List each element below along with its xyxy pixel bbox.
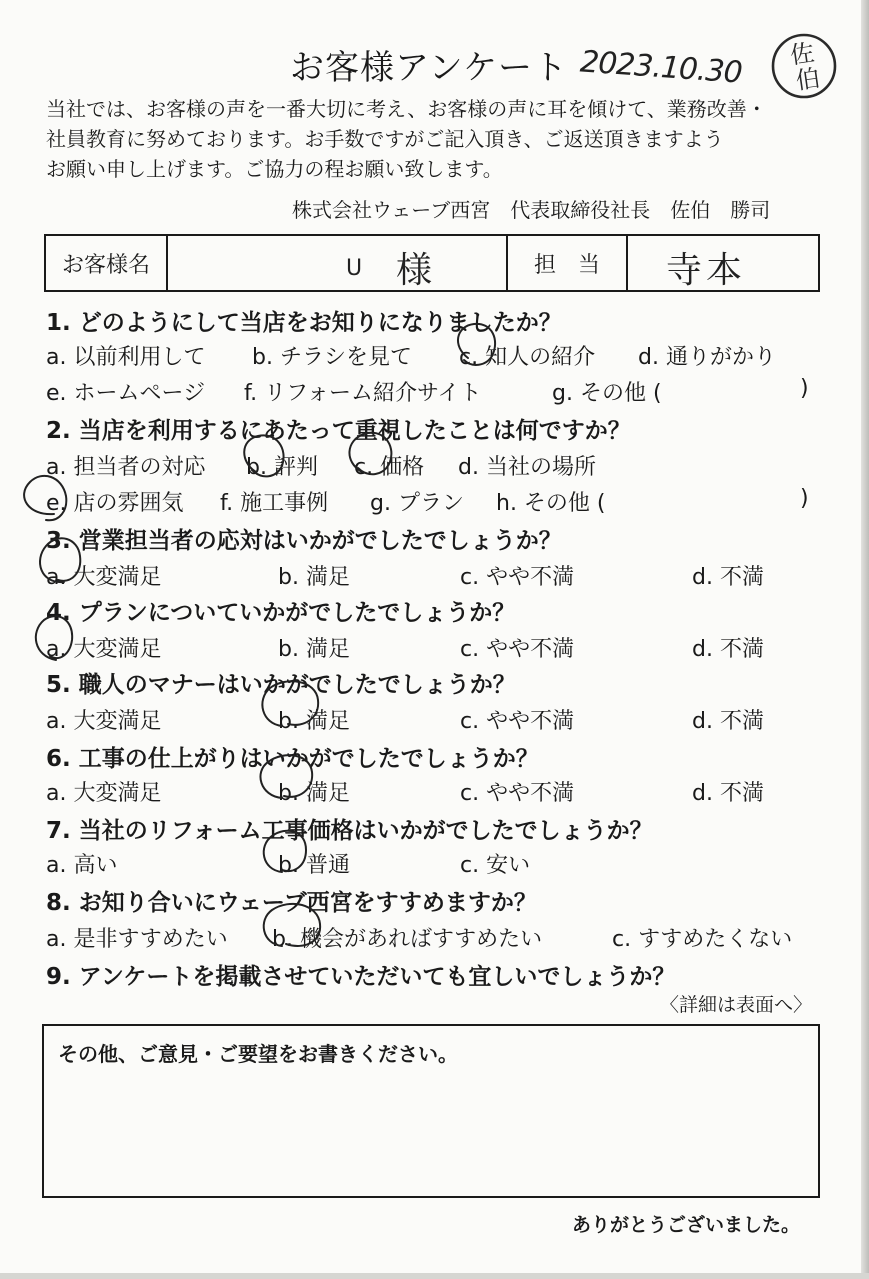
q3-option-a[interactable]: a. 大変満足 (46, 565, 162, 590)
comment-prompt: その他、ご意見・ご要望をお書きください。 (58, 1042, 458, 1066)
staff-label: 担 当 (533, 252, 600, 278)
q2-paren-close: ) (800, 486, 809, 511)
divider (166, 236, 168, 290)
q4-option-a[interactable]: a. 大変満足 (46, 637, 162, 662)
detail-note: 〈詳細は表面へ〉 (660, 994, 813, 1016)
q2-option-f[interactable]: f. 施工事例 (220, 491, 329, 516)
q3-option-c[interactable]: c. やや不満 (460, 565, 575, 590)
q1-option-a[interactable]: a. 以前利用して (46, 345, 206, 370)
q8-option-a[interactable]: a. 是非すすめたい (46, 927, 228, 952)
q5-option-c[interactable]: c. やや不満 (460, 709, 575, 734)
q1-option-g[interactable]: g. その他 ( (552, 381, 662, 406)
intro-line: 社員教育に努めております。お手数ですがご記入頂き、ご返送頂きますよう (46, 127, 724, 151)
question-5-title: 5. 職人のマナーはいかがでしたでしょうか？ (46, 672, 516, 698)
honorific: 様 (396, 250, 433, 291)
staff-value: 寺本 (666, 250, 747, 291)
intro-line: 当社では、お客様の声を一番大切に考え、お客様の声に耳を傾けて、業務改善・ (46, 97, 767, 121)
customer-name-value: U (346, 256, 363, 281)
q1-option-f[interactable]: f. リフォーム紹介サイト (244, 381, 482, 406)
q2-option-b[interactable]: b. 評判 (246, 455, 318, 480)
q4-option-c[interactable]: c. やや不満 (460, 637, 575, 662)
q1-paren-close: ) (800, 376, 809, 401)
question-9-title: 9. アンケートを掲載させていただいても宜しいでしょうか？ (46, 964, 676, 990)
q8-option-c[interactable]: c. すすめたくない (612, 927, 793, 952)
question-8-title: 8. お知り合いにウェーブ西宮をすすめますか？ (46, 890, 537, 916)
q3-option-d[interactable]: d. 不満 (692, 565, 764, 590)
intro-text (46, 94, 836, 184)
thanks-message: ありがとうございました。 (572, 1214, 801, 1236)
q5-option-d[interactable]: d. 不満 (692, 709, 764, 734)
q3-option-b[interactable]: b. 満足 (278, 565, 350, 590)
q6-option-c[interactable]: c. やや不満 (460, 781, 575, 806)
q7-option-a[interactable]: a. 高い (46, 853, 118, 878)
divider (626, 236, 628, 290)
q1-option-e[interactable]: e. ホームページ (46, 381, 206, 406)
handwritten-date: 2023.10.30 (578, 44, 743, 91)
q2-option-g[interactable]: g. プラン (370, 491, 464, 516)
q5-option-a[interactable]: a. 大変満足 (46, 709, 162, 734)
q1-option-c[interactable]: c. 知人の紹介 (459, 345, 596, 370)
comment-box[interactable] (42, 1024, 820, 1198)
q2-option-c[interactable]: c. 価格 (354, 455, 425, 480)
q8-option-b[interactable]: b. 機会があればすすめたい (272, 927, 543, 952)
page-title: お客様アンケート (290, 48, 568, 88)
q1-option-d[interactable]: d. 通りがかり (638, 345, 776, 370)
q2-option-h[interactable]: h. その他 ( (496, 491, 606, 516)
question-7-title: 7. 当社のリフォーム工事価格はいかがでしたでしょうか？ (46, 818, 653, 844)
q2-option-e[interactable]: e. 店の雰囲気 (46, 491, 184, 516)
question-6-title: 6. 工事の仕上がりはいかがでしたでしょうか？ (46, 746, 539, 772)
q7-option-c[interactable]: c. 安い (460, 853, 531, 878)
company-signature: 株式会社ウェーブ西宮 代表取締役社長 佐伯 勝司 (292, 198, 771, 222)
question-1-title: 1. どのようにして当店をお知りになりましたか？ (46, 310, 562, 336)
question-4-title: 4. プランについていかがでしたでしょうか？ (46, 600, 516, 626)
q6-option-b[interactable]: b. 満足 (278, 781, 350, 806)
q2-option-a[interactable]: a. 担当者の対応 (46, 455, 206, 480)
svg-text:伯: 伯 (794, 64, 822, 96)
question-3-title: 3. 営業担当者の応対はいかがでしたでしょうか？ (46, 528, 562, 554)
question-2-title: 2. 当店を利用するにあたって重視したことは何ですか？ (46, 418, 631, 444)
svg-text:佐: 佐 (788, 38, 817, 70)
paper-edge (861, 0, 869, 1279)
seal-stamp (768, 30, 840, 102)
q5-option-b[interactable]: b. 満足 (278, 709, 350, 734)
q6-option-d[interactable]: d. 不満 (692, 781, 764, 806)
q4-option-d[interactable]: d. 不満 (692, 637, 764, 662)
q7-option-b[interactable]: b. 普通 (278, 853, 350, 878)
q2-option-d[interactable]: d. 当社の場所 (458, 455, 596, 480)
q6-option-a[interactable]: a. 大変満足 (46, 781, 162, 806)
q1-option-b[interactable]: b. チラシを見て (252, 345, 412, 370)
intro-line: お願い申し上げます。ご協力の程お願い致します。 (46, 157, 503, 181)
customer-info-table (44, 234, 820, 292)
paper-edge-bottom (0, 1273, 869, 1279)
customer-name-label: お客様名 (61, 252, 150, 278)
q4-option-b[interactable]: b. 満足 (278, 637, 350, 662)
